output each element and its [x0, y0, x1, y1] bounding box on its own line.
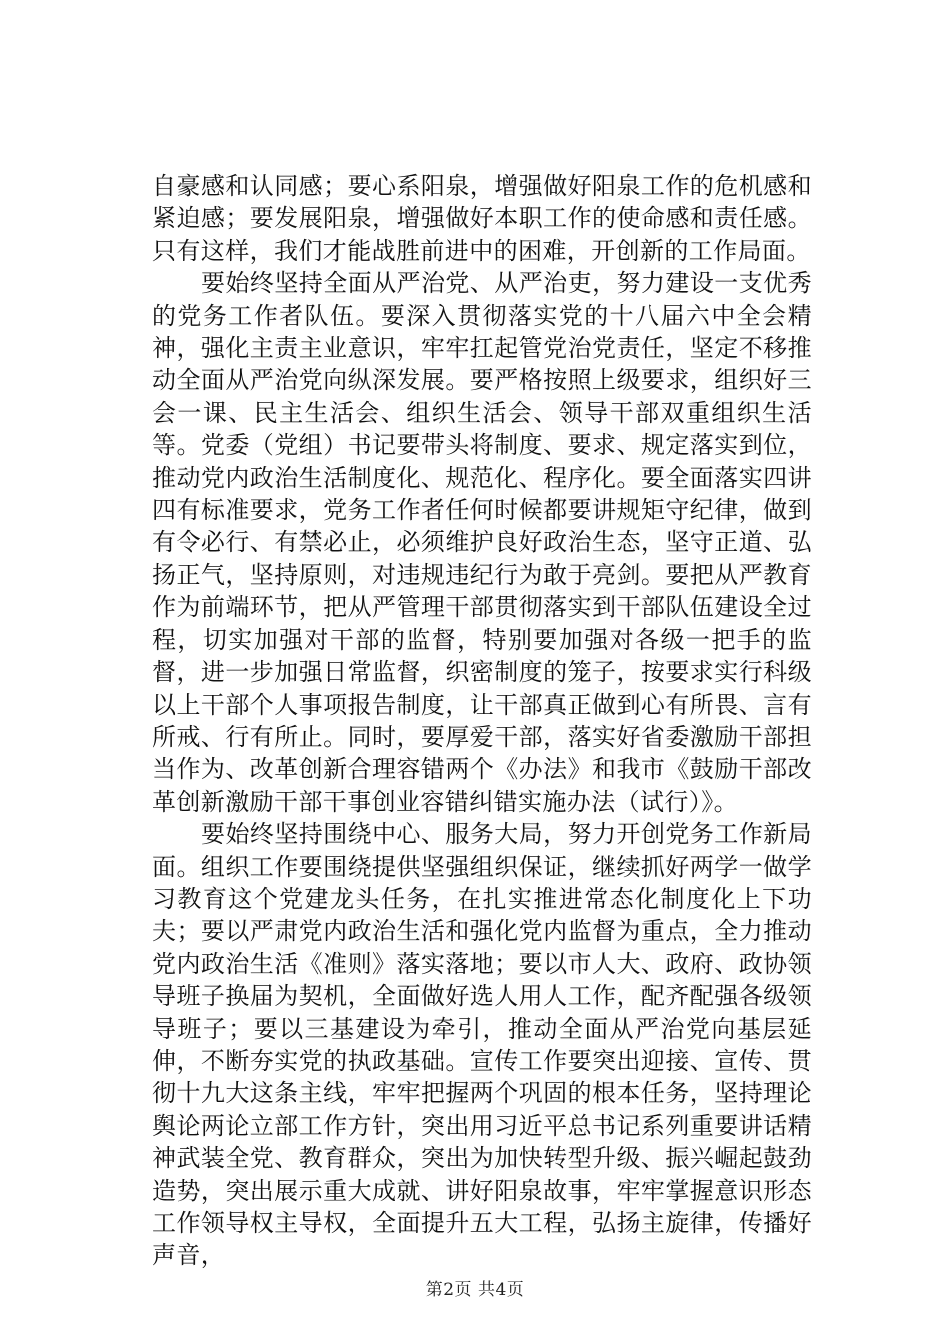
document-body: [152, 170, 812, 1272]
page-number-footer: 第2页 共4页: [425, 1280, 525, 1300]
paragraph-1: 自豪感和认同感；要心系阳泉，增强做好阳泉工作的危机感和紧迫感；要发展阳泉，增强做好本职工作的使命感和责任感。只有这样，我们才能战胜前进中的困难，开创新的工作局面。: [152, 172, 812, 265]
paragraph-2: 要始终坚持全面从严治党、从严治吏，努力建设一支优秀的党务工作者队伍。要深入贯彻落实党的十八届六中全会精神，强化主责主业意识，牢牢扛起管党治党责任，坚定不移推动全面从严治党向纵深发展。要严格按照上级要求，组织好三会一课、民主生活会、组织生活会、领导干部双重组织生活等。党委（党组）书记要带头将制度、要求、规定落实到位，推动党内政治生活制度化、规范化、程序化。要全面落实四讲四有标准要求，党务工作者任何时候都要讲规矩守纪律，做到有令必行、有禁必止，必须维护良好政治生态，坚守正道、弘扬正气，坚持原则，对违规违纪行为敢于亮剑。要把从严教育作为前端环节，把从严管理干部贯彻落实到干部队伍建设全过程，切实加强对干部的监督，特别要加强对各级一把手的监督，进一步加强日常监督，织密制度的笼子，按要求实行科级以上干部个人事项报告制度，让干部真正做到心有所畏、言有所戒、行有所止。同时，要厚爱干部，落实好省委激励干部担当作为、改革创新合理容错两个《办法》和我市《鼓励干部改革创新激励干部干事创业容错纠错实施办法（试行）》。: [152, 269, 812, 816]
paragraph-3: 要始终坚持围绕中心、服务大局，努力开创党务工作新局面。组织工作要围绕提供坚强组织保证，继续抓好两学一做学习教育这个党建龙头任务，在扎实推进常态化制度化上下功夫；要以严肃党内政治生活和强化党内监督为重点，全力推动党内政治生活《准则》落实落地；要以市人大、政府、政协领导班子换届为契机，全面做好选人用人工作，配齐配强各级领导班子；要以三基建设为牵引，推动全面从严治党向基层延伸，不断夯实党的执政基础。宣传工作要突出迎接、宣传、贯彻十九大这条主线，牢牢把握两个巩固的根本任务，坚持理论舆论两论立部工作方针，突出用习近平总书记系列重要讲话精神武装全党、教育群众，突出为加快转型升级、振兴崛起鼓劲造势，突出展示重大成就、讲好阳泉故事，牢牢掌握意识形态工作领导权主导权，全面提升五大工程，弘扬主旋律，传播好声音，: [152, 820, 812, 1270]
